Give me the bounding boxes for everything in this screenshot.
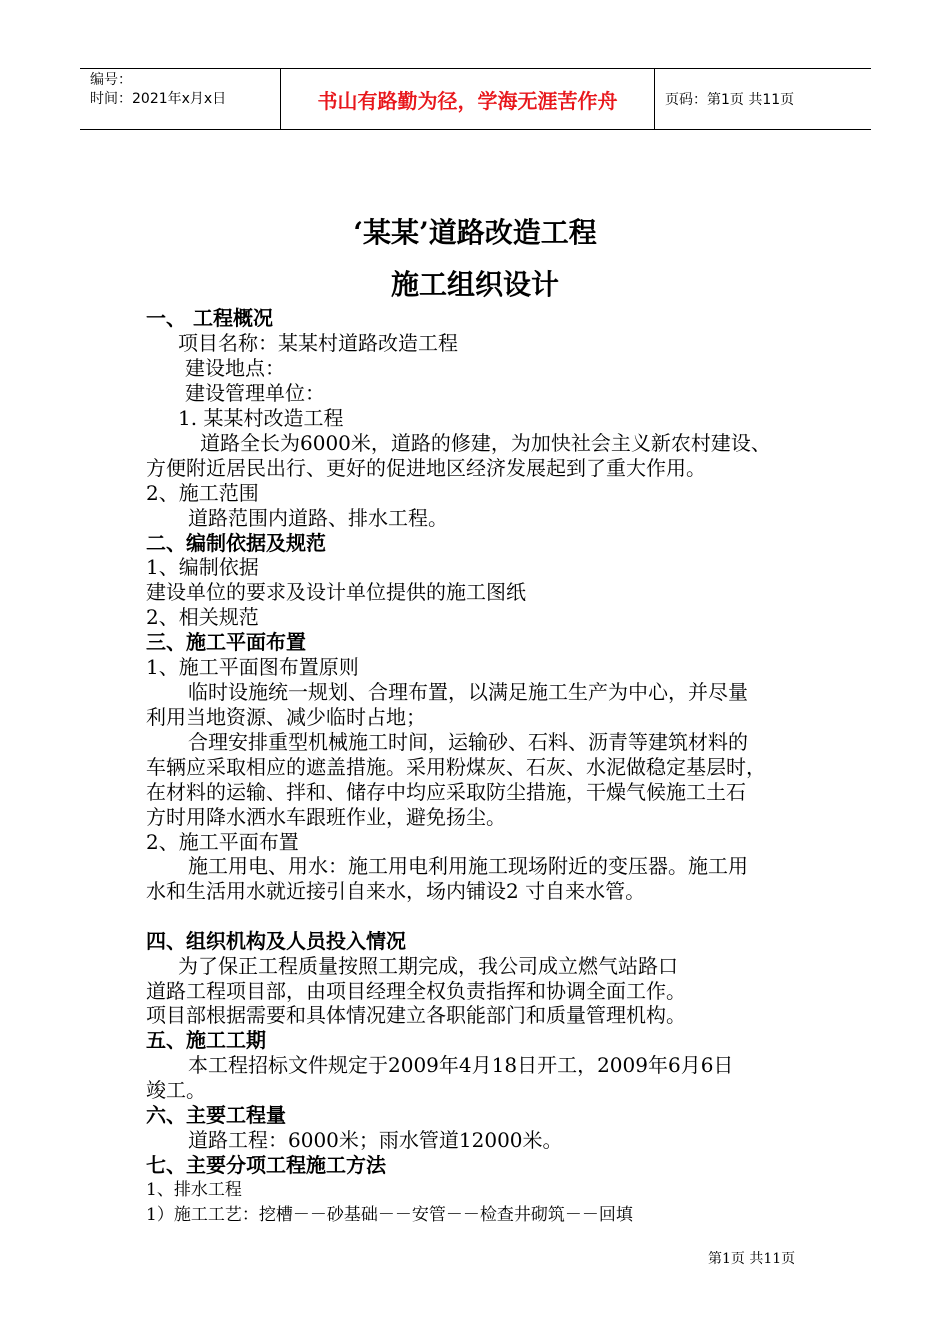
paragraph-line: 方便附近居民出行、更好的促进地区经济发展起到了重大作用。	[146, 456, 706, 480]
doc-title-line1: ‘某某’道路改造工程	[353, 216, 597, 249]
paragraph-line: 道路全长为6000米，道路的修建，为加快社会主义新农村建设、	[200, 431, 771, 455]
paragraph-line: 施工用电、用水：施工用电利用施工现场附近的变压器。施工用	[188, 854, 748, 878]
section-heading-1: 一、 工程概况	[146, 306, 273, 330]
header-page-info: 页码：第1页 共11页	[665, 92, 795, 108]
paragraph-line: 1. 某某村改造工程	[178, 406, 344, 430]
paragraph-line: 项目部根据需要和具体情况建立各职能部门和质量管理机构。	[146, 1003, 686, 1027]
date-label: 时间：2021年x月x日	[90, 91, 227, 107]
paragraph-line: 合理安排重型机械施工时间，运输砂、石料、沥青等建筑材料的	[188, 730, 748, 754]
section-heading-3: 三、施工平面布置	[146, 630, 306, 654]
paragraph-line: 项目名称：某某村道路改造工程	[178, 331, 458, 355]
paragraph-line: 2、施工平面布置	[146, 830, 299, 854]
paragraph-line: 道路范围内道路、排水工程。	[188, 506, 448, 530]
section-heading-7: 七、主要分项工程施工方法	[146, 1153, 386, 1177]
section-heading-2: 二、编制依据及规范	[146, 531, 326, 555]
number-label: 编号：	[90, 72, 132, 88]
paragraph-line: 道路工程项目部，由项目经理全权负责指挥和协调全面工作。	[146, 979, 686, 1003]
header-meta-cell	[80, 69, 281, 129]
paragraph-line: 道路工程：6000米；雨水管道12000米。	[188, 1128, 563, 1152]
page-footer: 第1页 共11页	[708, 1251, 796, 1267]
paragraph-line: 1、编制依据	[146, 555, 259, 579]
section-heading-6: 六、主要工程量	[146, 1103, 286, 1127]
paragraph-line: 2、相关规范	[146, 605, 259, 629]
paragraph-line: 竣工。	[146, 1078, 206, 1102]
header-table	[80, 68, 871, 130]
paragraph-line: 为了保正工程质量按照工期完成，我公司成立燃气站路口	[178, 954, 678, 978]
paragraph-line: 本工程招标文件规定于2009年4月18日开工，2009年6月6日	[188, 1053, 734, 1077]
paragraph-line: 建设管理单位：	[185, 381, 325, 405]
paragraph-line: 利用当地资源、减少临时占地；	[146, 705, 426, 729]
paragraph-line: 2、施工范围	[146, 481, 259, 505]
paragraph-line: 1、施工平面图布置原则	[146, 655, 359, 679]
paragraph-line: 建设地点：	[185, 356, 285, 380]
doc-title-line2: 施工组织设计	[390, 268, 559, 301]
paragraph-line: 1）施工工艺：挖槽－－砂基础－－安管－－检查井砌筑－－回填	[146, 1205, 633, 1225]
paragraph-line: 建设单位的要求及设计单位提供的施工图纸	[146, 580, 526, 604]
paragraph-line: 1、排水工程	[146, 1180, 242, 1200]
section-heading-4: 四、组织机构及人员投入情况	[146, 929, 406, 953]
paragraph-line: 车辆应采取相应的遮盖措施。采用粉煤灰、石灰、水泥做稳定基层时，	[146, 755, 766, 779]
paragraph-line: 在材料的运输、拌和、储存中均应采取防尘措施，干燥气候施工土石	[146, 780, 746, 804]
paragraph-line: 水和生活用水就近接引自来水，场内铺设2 寸自来水管。	[146, 879, 646, 903]
paragraph-line: 方时用降水洒水车跟班作业，避免扬尘。	[146, 805, 506, 829]
section-heading-5: 五、施工工期	[146, 1028, 266, 1052]
paragraph-line: 临时设施统一规划、合理布置，以满足施工生产为中心，并尽量	[188, 680, 748, 704]
header-motto: 书山有路勤为径，学海无涯苦作舟	[281, 69, 655, 129]
